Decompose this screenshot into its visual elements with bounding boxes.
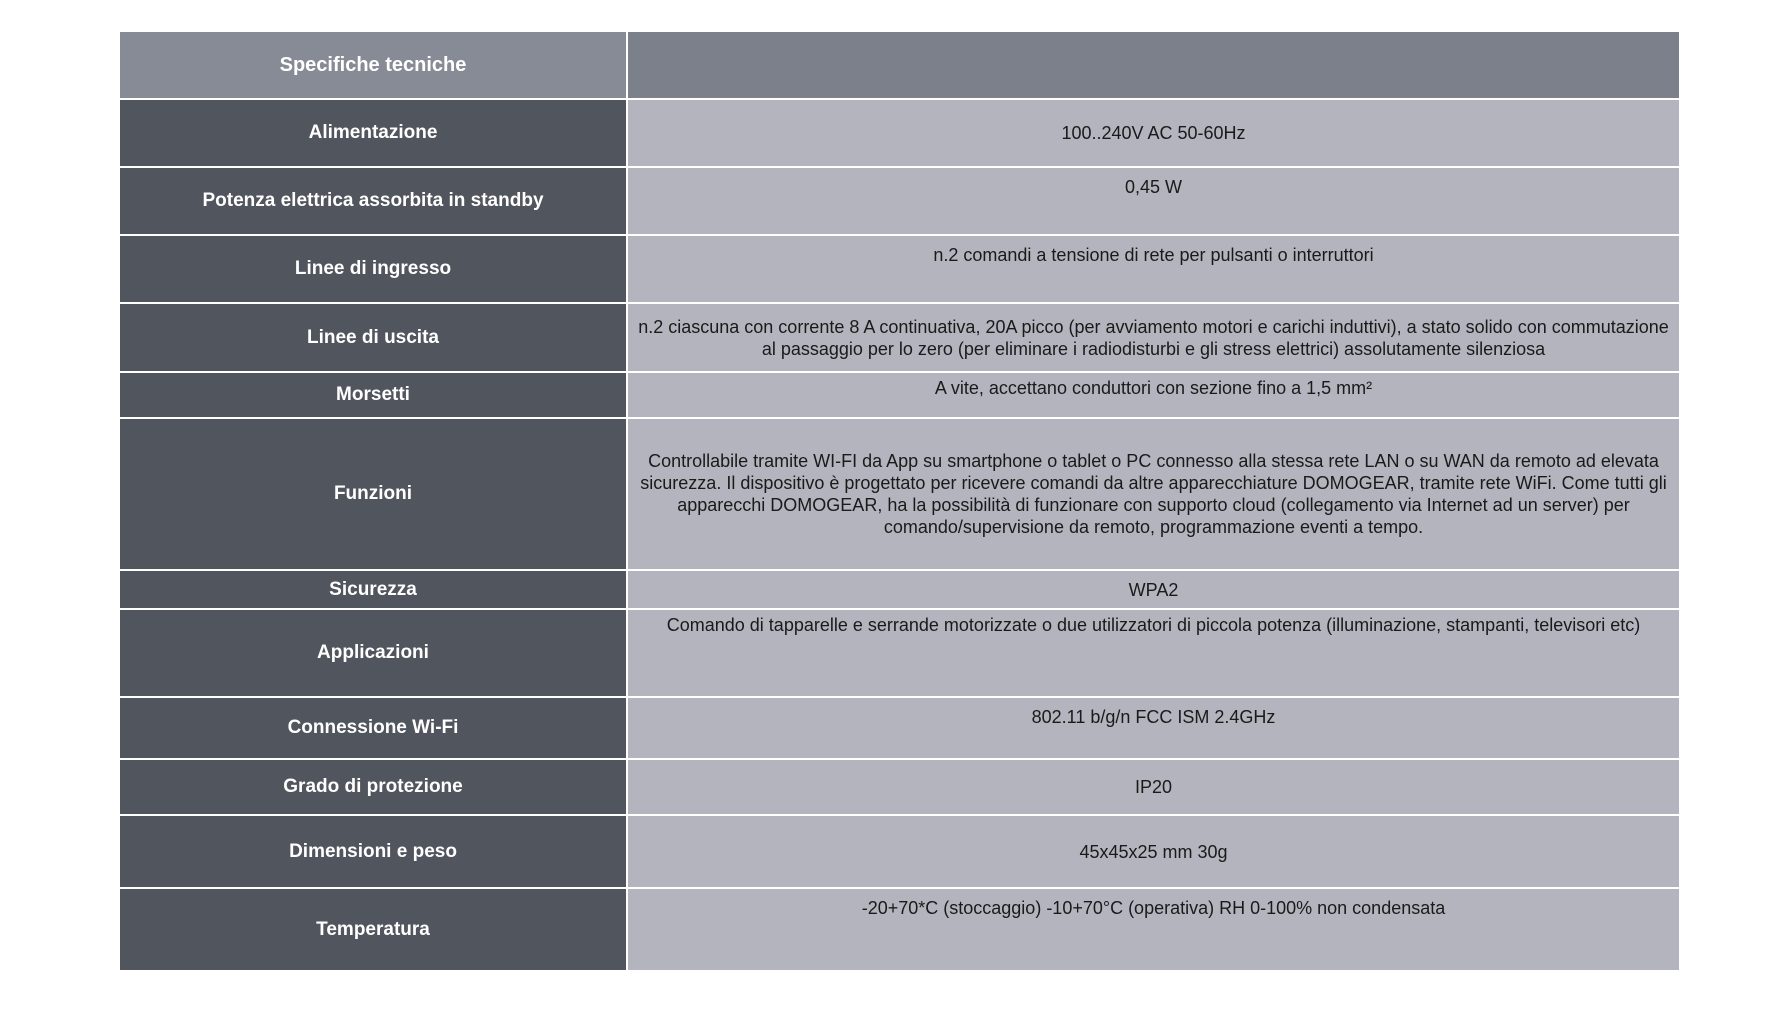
row-label-funzioni: Funzioni — [119, 418, 627, 570]
spec-table — [118, 30, 1681, 972]
row-value-protezione: IP20 — [627, 759, 1680, 815]
row-value-applicazioni: Comando di tapparelle e serrande motorizzate o due utilizzatori di piccola potenza (illuminazione, stampanti, televisori etc) — [627, 609, 1680, 697]
row-label-sicurezza: Sicurezza — [119, 570, 627, 609]
header-value-cell — [627, 31, 1680, 99]
row-value-morsetti: A vite, accettano conduttori con sezione fino a 1,5 mm² — [627, 372, 1680, 418]
row-value-linee-ingresso: n.2 comandi a tensione di rete per pulsanti o interruttori — [627, 235, 1680, 303]
row-label-morsetti: Morsetti — [119, 372, 627, 418]
row-label-applicazioni: Applicazioni — [119, 609, 627, 697]
row-value-wifi: 802.11 b/g/n FCC ISM 2.4GHz — [627, 697, 1680, 759]
table-row — [119, 303, 1680, 372]
table-row — [119, 570, 1680, 609]
table-row — [119, 697, 1680, 759]
row-label-dimensioni: Dimensioni e peso — [119, 815, 627, 888]
row-value-potenza: 0,45 W — [627, 167, 1680, 235]
header-label-cell: Specifiche tecniche — [119, 31, 627, 99]
table-row — [119, 372, 1680, 418]
row-value-funzioni: Controllabile tramite WI-FI da App su smartphone o tablet o PC connesso alla stessa rete LAN o su WAN da remoto ad elevata sicurezza. Il dispositivo è progettato per ricevere comandi da altre apparecchiature DOMOGEAR, tramite rete WiFi. Come tutti gli apparecchi DOMOGEAR, ha la possibilità di funzionare con supporto cloud (collegamento via Internet ad un server) per comando/supervisione da remoto, programmazione eventi a tempo. — [627, 418, 1680, 570]
table-header-row — [119, 31, 1680, 99]
row-value-alimentazione: 100..240V AC 50-60Hz — [627, 99, 1680, 167]
row-label-linee-ingresso: Linee di ingresso — [119, 235, 627, 303]
table-row — [119, 99, 1680, 167]
table-row — [119, 235, 1680, 303]
row-label-potenza: Potenza elettrica assorbita in standby — [119, 167, 627, 235]
table-row — [119, 815, 1680, 888]
row-label-linee-uscita: Linee di uscita — [119, 303, 627, 372]
row-value-dimensioni: 45x45x25 mm 30g — [627, 815, 1680, 888]
row-label-wifi: Connessione Wi-Fi — [119, 697, 627, 759]
row-value-sicurezza: WPA2 — [627, 570, 1680, 609]
table-row — [119, 418, 1680, 570]
row-value-temperatura: -20+70*C (stoccaggio) -10+70°C (operativa) RH 0-100% non condensata — [627, 888, 1680, 971]
table-row — [119, 888, 1680, 971]
table-row — [119, 609, 1680, 697]
table-row — [119, 167, 1680, 235]
row-label-protezione: Grado di protezione — [119, 759, 627, 815]
table-row — [119, 759, 1680, 815]
row-label-temperatura: Temperatura — [119, 888, 627, 971]
row-value-linee-uscita: n.2 ciascuna con corrente 8 A continuativa, 20A picco (per avviamento motori e carichi induttivi), a stato solido con commutazione al passaggio per lo zero (per eliminare i radiodisturbi e gli stress elettrici) assolutamente silenziosa — [627, 303, 1680, 372]
row-label-alimentazione: Alimentazione — [119, 99, 627, 167]
